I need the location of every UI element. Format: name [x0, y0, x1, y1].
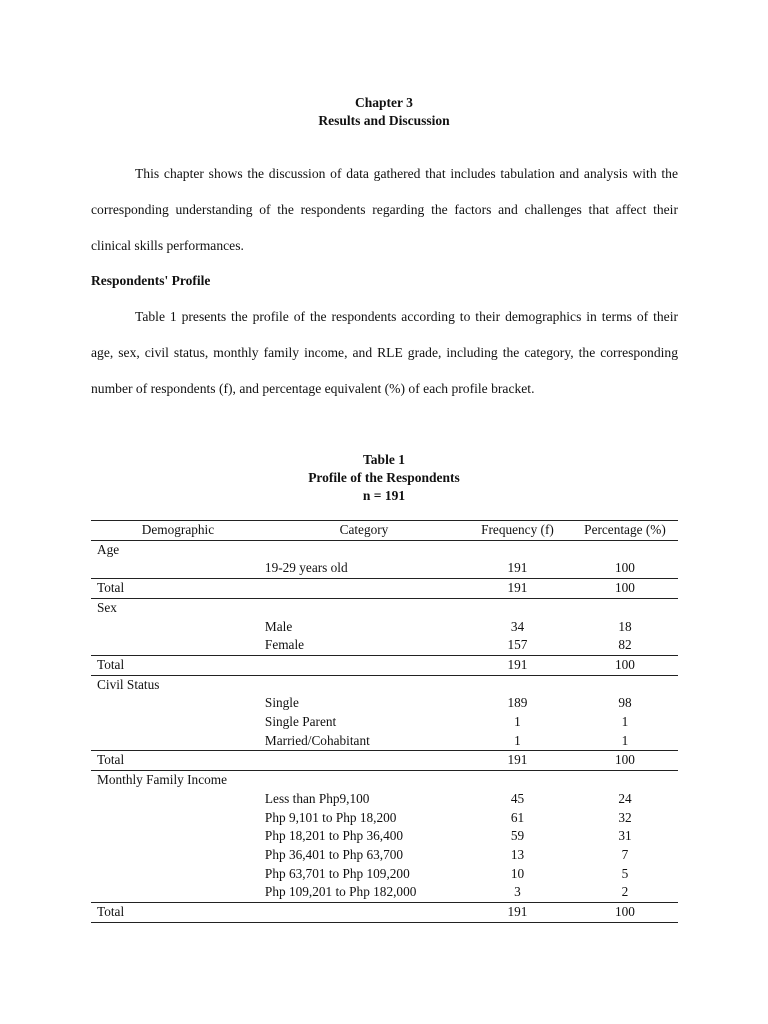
total-frequency: 191	[463, 751, 572, 771]
category-cell: Php 109,201 to Php 182,000	[264, 884, 417, 900]
total-percentage: 100	[572, 655, 678, 675]
category-cell: Php 36,401 to Php 63,700	[264, 846, 404, 862]
frequency-cell: 191	[507, 560, 528, 576]
percentage-cell: 82	[618, 637, 632, 653]
table-row	[91, 732, 678, 751]
total-percentage: 100	[572, 579, 678, 599]
frequency-cell: 1	[514, 714, 521, 730]
category-cell: Php 63,701 to Php 109,200	[264, 865, 410, 881]
table-row	[91, 713, 678, 732]
table-label: Table 1	[363, 452, 405, 467]
frequency-cell: 59	[510, 828, 525, 844]
percentage-cell: 2	[621, 884, 629, 900]
total-label: Total	[91, 579, 265, 599]
category-cell: Married/Cohabitant	[264, 732, 370, 748]
table-row	[91, 618, 678, 637]
percentage-cell: 32	[618, 809, 632, 825]
total-percentage: 100	[572, 751, 678, 771]
percentage-cell: 1	[621, 714, 629, 730]
category-cell: Less than Php9,100	[264, 790, 370, 806]
total-row	[91, 751, 678, 771]
category-cell: Single Parent	[264, 714, 337, 730]
category-cell: 19-29 years old	[264, 560, 348, 576]
header-percentage: Percentage (%)	[572, 521, 678, 541]
total-row	[91, 655, 678, 675]
frequency-cell: 10	[510, 865, 525, 881]
group-row-monthly-family-income	[91, 771, 678, 790]
table-row	[91, 636, 678, 655]
header-demographic: Demographic	[91, 521, 265, 541]
percentage-cell: 18	[618, 618, 632, 634]
frequency-cell: 45	[510, 790, 525, 806]
table-n: n = 191	[362, 488, 406, 503]
intro-paragraph-text: This chapter shows the discussion of data gathered that includes tabulation and analysis with the corresponding understanding of the respondents regarding the factors and challenges that affect their clinical skills performances.	[91, 166, 678, 253]
category-cell: Female	[264, 637, 305, 653]
group-row-sex	[91, 598, 678, 617]
group-row-age	[91, 540, 678, 559]
percentage-cell: 7	[621, 846, 629, 862]
section-paragraph	[91, 299, 678, 406]
section-title: Respondents' Profile	[91, 273, 211, 288]
table-title: Profile of the Respondents	[308, 470, 460, 485]
frequency-cell: 13	[510, 846, 525, 862]
total-label: Total	[91, 903, 265, 923]
frequency-cell: 1	[514, 732, 521, 748]
header-category: Category	[265, 521, 463, 541]
section-paragraph-text: Table 1 presents the profile of the respondents according to their demographics in terms of their age, sex, civil status, monthly family income, and RLE grade, including the category, the corresponding number of respondents (f), and percentage equivalent (%) of each profile bracket.	[91, 309, 678, 396]
table-row	[91, 846, 678, 865]
percentage-cell: 5	[621, 865, 629, 881]
chapter-number: Chapter 3	[355, 95, 413, 110]
percentage-cell: 1	[621, 732, 629, 748]
total-row	[91, 903, 678, 923]
frequency-cell: 61	[510, 809, 525, 825]
category-cell: Php 9,101 to Php 18,200	[264, 809, 397, 825]
frequency-cell: 157	[507, 637, 528, 653]
percentage-cell: 100	[614, 560, 635, 576]
group-name: Age	[97, 541, 120, 557]
frequency-cell: 34	[510, 618, 525, 634]
intro-paragraph	[91, 156, 678, 263]
category-cell: Php 18,201 to Php 36,400	[264, 828, 404, 844]
category-cell: Single	[264, 695, 299, 711]
table-row	[91, 694, 678, 713]
table-row	[91, 809, 678, 828]
group-name: Sex	[97, 599, 117, 615]
table-row	[91, 883, 678, 902]
total-frequency: 191	[463, 579, 572, 599]
table-row	[91, 559, 678, 578]
category-cell: Male	[264, 618, 293, 634]
group-name: Monthly Family Income	[97, 772, 228, 788]
total-label: Total	[91, 751, 265, 771]
chapter-title: Results and Discussion	[318, 113, 450, 128]
frequency-cell: 189	[507, 695, 528, 711]
table-row	[91, 790, 678, 809]
percentage-cell: 24	[618, 790, 632, 806]
total-percentage: 100	[572, 903, 678, 923]
group-row-civil-status	[91, 675, 678, 694]
profile-table	[91, 520, 678, 923]
total-frequency: 191	[463, 655, 572, 675]
total-row	[91, 579, 678, 599]
group-name: Civil Status	[97, 676, 160, 692]
total-frequency: 191	[463, 903, 572, 923]
percentage-cell: 98	[618, 695, 632, 711]
header-frequency: Frequency (f)	[463, 521, 572, 541]
total-label: Total	[91, 655, 265, 675]
frequency-cell: 3	[514, 884, 521, 900]
percentage-cell: 31	[618, 828, 632, 844]
table-row	[91, 827, 678, 846]
table-row	[91, 865, 678, 884]
table-header-row	[91, 521, 678, 541]
